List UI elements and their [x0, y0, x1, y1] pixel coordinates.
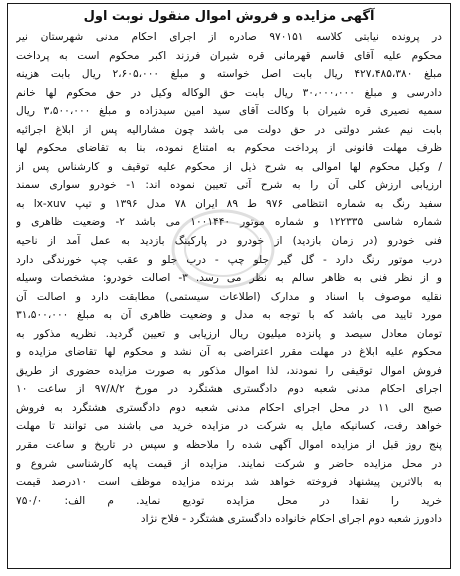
- notice-line: در محل مزایده حاضر و شرکت نمایند. مزایده از قیمت پایه کارشناسی شروع و: [16, 457, 442, 470]
- notice-line: فنی خودرو (در زمان بازدید) از خودرو در پارکینگ بازدید به عمل آمد از ناحیه: [16, 235, 442, 248]
- notice-line: فروش اموال توقیفی را نمودند، لذا اموال مذکور به صورت مزایده حضوری از طریق: [16, 364, 442, 377]
- notice-line: مورد تایید می باشد که با توجه به مدل و وضعیت ظاهری آن به مبلغ ۳۱،۵۰۰،۰۰۰: [16, 309, 442, 322]
- notice-line: سمیه نصیری قره شیران با وکالت آقای سید امین سیدزاده و مبلغ ۳،۵۰۰،۰۰۰ ریال: [16, 105, 442, 118]
- notice-line: محکوم علیه ابلاغ در مهلت مقرر اعتراضی به آن نشد و محکوم لها تقاضای مزایده و: [16, 346, 442, 359]
- notice-line: سفید رنگ به شماره انتظامی ۹۷۶ ط ۸۹ ایران ۷۸ مدل ۱۳۹۶ و تیپ lx-xuv به: [16, 197, 442, 210]
- notice-line: دادرسی و مبلغ ۳۰،۰۰۰،۰۰۰ ریال بابت حق الوکاله وکیل در حق محکوم لها خانم: [16, 86, 442, 99]
- notice-line: درب موتور رنگ دارد - گل گیر جلو چپ - درب جلو و عقب چپ خورندگی دارد: [16, 253, 442, 266]
- notice-line: خرید را نقدا در محل مزایده تودیع نماید. م الف: ۷۵۰/۰: [16, 494, 442, 507]
- notice-line: تومان معادل سیصد و پانزده میلیون ریال ارزیابی و تعیین گردید. نظریه مذکور به: [16, 327, 442, 340]
- notice-line: اجرای احکام مدنی شعبه دوم دادگستری هشتگرد در مورخ ۹۷/۸/۲ از ساعت ۱۰: [16, 383, 442, 396]
- notice-line: خواهد رفت، کسانیکه مایل به شرکت در مزایده خرید می باشند می توانند تا مهلت: [16, 420, 442, 433]
- notice-signature: دادورز شعبه دوم اجرای احکام خانواده دادگستری هشتگرد - فلاح نژاد: [140, 513, 442, 526]
- notice-line: / وکیل محکوم لها اموالی به شرح ذیل از محکوم علیه توقیف و کارشناس پس از: [16, 160, 442, 173]
- notice-line: در پرونده نیابتی کلاسه ۹۷۰۱۵۱ صادره از اجرای احکام مدنی شهرستان نیر: [16, 31, 442, 43]
- notice-line: شماره شاسی ۱۲۲۳۳۵ و شماره موتور ۱۰۰۱۴۴۰ می باشد ۲- وضعیت ظاهری و: [16, 216, 442, 229]
- notice-line: نقلیه موصوف با اسناد و مدارک (اطلاعات سیستمی) مطابقت دارد و اصالت آن: [16, 290, 442, 303]
- notice-line: به بالاترین پیشنهاد فروخته خواهد شد برنده مزایده موظف است ۱۰درصد قیمت: [16, 476, 442, 489]
- notice-line: پنج روز قبل از مزایده اموال آگهی شده را ملاحظه و سپس در تاریخ و ساعت مقرر: [16, 439, 442, 452]
- auction-notice: [7, 3, 451, 569]
- notice-body: [16, 28, 442, 529]
- notice-title: آگهی مزایده و فروش اموال منقول نوبت اول: [83, 9, 375, 24]
- notice-line: بابت نیم عشر دولتی در حق دولت می باشد چون مشارالیه پس از ابلاغ اجرائیه: [16, 123, 442, 136]
- notice-line: صبح الی ۱۱ در محل اجرای احکام مدنی شعبه دوم دادگستری هشتگرد به فروش: [16, 401, 442, 414]
- notice-line: ظرف مهلت قانونی از پرداخت محکوم به امتناع نموده، بنا به تقاضای محکوم لها: [16, 142, 442, 155]
- notice-line: محکوم علیه آقای قاسم قهرمانی قره شیران فرزند اکبر محکوم است به پرداخت: [16, 49, 442, 62]
- notice-line: ارزیابی ارزش کلی آن را به شرح آتی تعیین نموده اند: ۱- خودرو سواری سمند: [16, 179, 442, 192]
- notice-line: مبلغ ۴۲۷،۴۸۵،۳۸۰ ریال بابت اصل خواسته و مبلغ ۲،۶۰۵،۰۰۰ ریال بابت هزینه: [16, 68, 442, 81]
- notice-line: و از نظر فنی به ظاهر سالم به نظر می رسد. ۳- اصالت خودرو: مشخصات وسیله: [16, 272, 442, 285]
